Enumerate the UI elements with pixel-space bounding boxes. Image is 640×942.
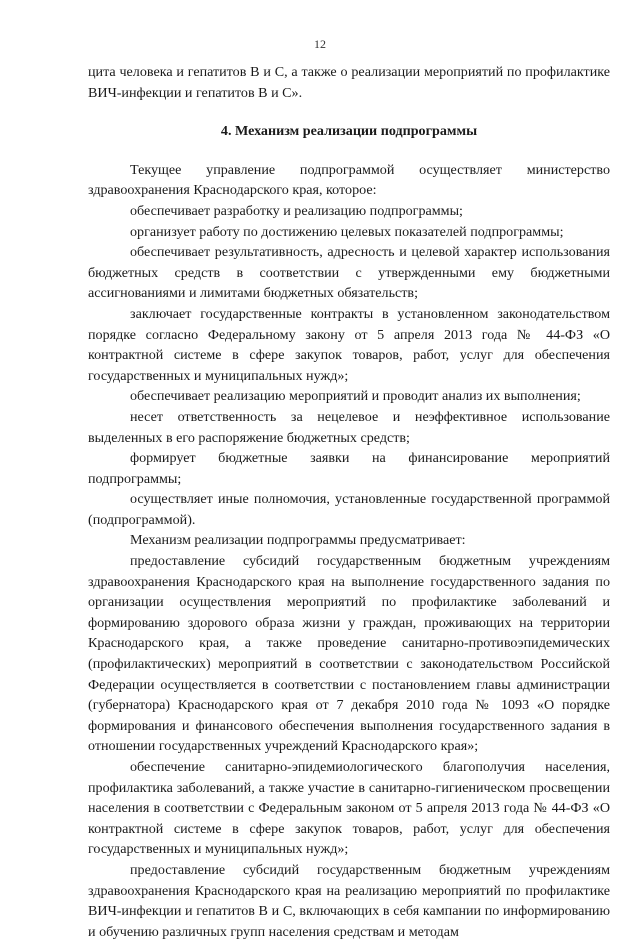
list-item: несет ответственность за нецелевое и неэффективное использование выделенных в его распоряжение бюджетных средств; (88, 408, 610, 446)
list-item: предоставление субсидий государственным бюджетным учреждениям здравоохранения Краснодарского края на реализацию мероприятий по профилактике ВИЧ-инфекции и гепатитов В и С, включающих в себя кампании по информированию и обучению различных групп населения средствам и методам (88, 861, 610, 940)
list-item: заключает государственные контракты в установленном законодательством порядке согласно Федеральному закону от 5 апреля 2013 года № 44-ФЗ «О контрактной системе в сфере закупок товаров, работ, услуг для обеспечения государственных и муниципальных нужд»; (88, 305, 610, 384)
list-item: формирует бюджетные заявки на финансирование мероприятий подпрограммы; (88, 450, 610, 487)
list-item: осуществляет иные полномочия, установленные государственной программой (подпрограммой). (88, 491, 610, 528)
section-heading: 4. Механизм реализации подпрограммы (220, 123, 478, 140)
paragraph-continuation: цита человека и гепатитов В и С, а также о реализации мероприятий по профилактике ВИЧ-инфекции и гепатитов В и С». (88, 64, 610, 101)
document-body (88, 62, 610, 942)
list-item: обеспечение санитарно-эпидемиологического благополучия населения, профилактика заболеваний, а также участие в санитарно-гигиеническом просвещении населения в соответствии с Федеральным законом от 5 апреля 2013 года № 44-ФЗ «О контрактной системе в сфере закупок товаров, работ, услуг для обеспечения государственных и муниципальных нужд»; (88, 759, 610, 858)
page-number: 12 (314, 37, 326, 51)
list-item: обеспечивает разработку и реализацию подпрограммы; (130, 202, 463, 219)
paragraph: Текущее управление подпрограммой осуществляет министерство здравоохранения Краснодарского края, которое: (88, 161, 610, 199)
paragraph: Механизм реализации подпрограммы предусматривает: (130, 532, 466, 549)
list-item: обеспечивает результативность, адресность и целевой характер использования бюджетных средств в соответствии с утвержденными ему бюджетными ассигнованиями и лимитами бюджетных обязательств; (88, 244, 610, 302)
list-item: организует работу по достижению целевых показателей подпрограммы; (130, 223, 564, 240)
list-item: предоставление субсидий государственным бюджетным учреждениям здравоохранения Краснодарского края на выполнение государственного задания по организации осуществления мероприятий по профилактике заболеваний и формированию здорового образа жизни у граждан, проживающих на территории Краснодарского края, а также проведение санитарно-противоэпидемических (профилактических) мероприятий в соответствии с законодательством Российской Федерации осуществляется в соответствии с постановлением главы администрации (губернатора) Краснодарского края от 7 декабря 2010 года № 1093 «О порядке формирования и финансового обеспечения выполнения государственного задания в отношении государственных учреждений Краснодарского края»; (88, 553, 610, 755)
list-item: обеспечивает реализацию мероприятий и проводит анализ их выполнения; (130, 388, 581, 405)
